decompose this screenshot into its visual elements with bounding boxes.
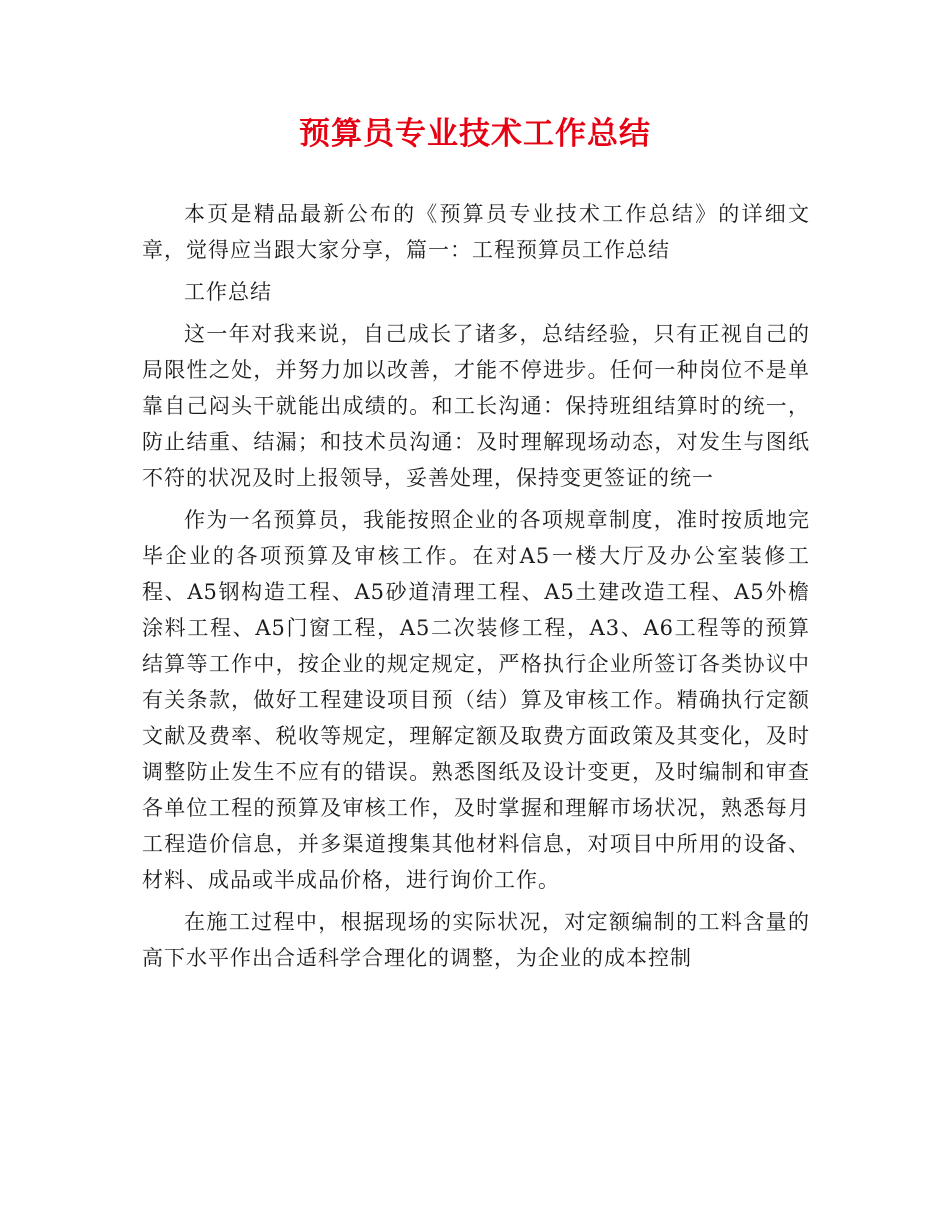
paragraph-duties: 作为一名预算员，我能按照企业的各项规章制度，准时按质地完毕企业的各项预算及审核工作。在对A5一楼大厅及办公室装修工程、A5钢构造工程、A5砂道清理工程、A5土建改造工程、A5外檐涂料工程、A5门窗工程，A5二次装修工程，A3、A6工程等的预算结算等工作中，按企业的规定规定，严格执行企业所签订各类协议中有关条款，做好工程建设项目预（结）算及审核工作。精确执行定额文献及费率、税收等规定，理解定额及取费方面政策及其变化，及时调整防止发生不应有的错误。熟悉图纸及设计变更，及时编制和审查各单位工程的预算及审核工作，及时掌握和理解市场状况，熟悉每月工程造价信息，并多渠道搜集其他材料信息，对项目中所用的设备、材料、成品或半成品价格，进行询价工作。 xyxy=(142,508,810,892)
paragraph-experience: 这一年对我来说，自己成长了诸多，总结经验，只有正视自己的局限性之处，并努力加以改善，才能不停进步。任何一种岗位不是单靠自己闷头干就能出成绩的。和工长沟通：保持班组结算时的统一，防止结重、结漏；和技术员沟通：及时理解现场动态，对发生与图纸不符的状况及时上报领导，妥善处理，保持变更签证的统一 xyxy=(142,322,810,490)
paragraph-heading: 工作总结 xyxy=(184,280,272,304)
paragraph-construction: 在施工过程中，根据现场的实际状况，对定额编制的工料含量的高下水平作出合适科学合理化的调整，为企业的成本控制 xyxy=(142,910,810,970)
document-title: 预算员专业技术工作总结 xyxy=(299,116,651,152)
document-body xyxy=(142,196,810,982)
paragraph-intro: 本页是精品最新公布的《预算员专业技术工作总结》的详细文章，觉得应当跟大家分享，篇一：工程预算员工作总结 xyxy=(142,202,810,262)
